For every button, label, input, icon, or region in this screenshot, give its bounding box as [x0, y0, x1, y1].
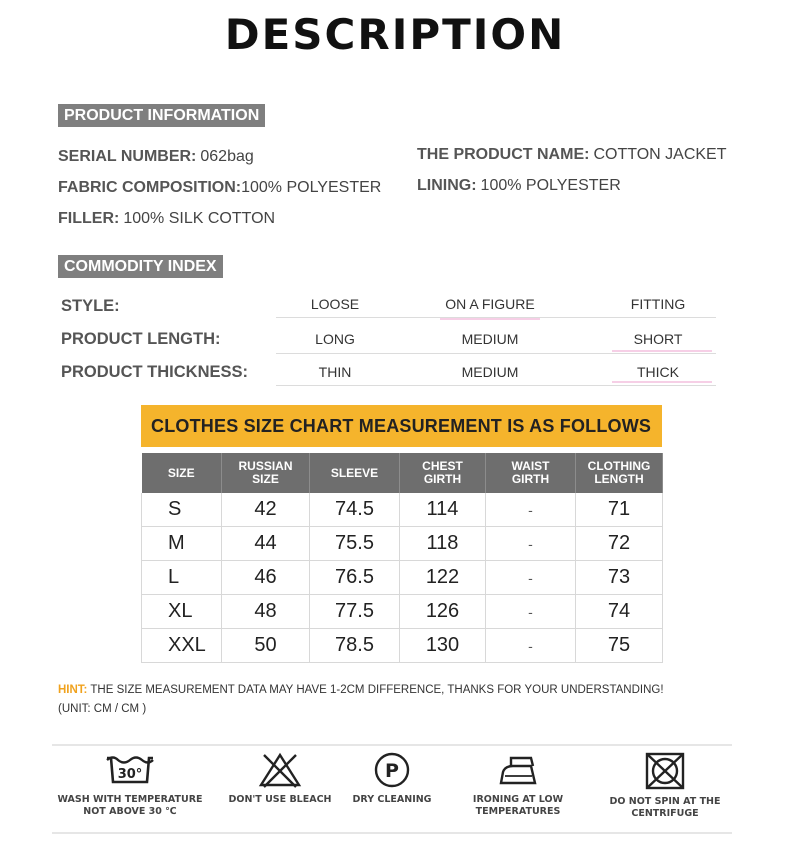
table-cell: S: [142, 493, 222, 527]
no-bleach-icon: [258, 752, 302, 788]
table-row: [142, 561, 663, 595]
size-table: [141, 453, 663, 663]
wash-30-icon: [105, 752, 155, 788]
fabric-composition-value: 100% POLYESTER: [241, 179, 382, 196]
table-cell: -: [486, 629, 576, 663]
length-option-short: SHORT: [633, 331, 683, 347]
table-cell: -: [486, 527, 576, 561]
product-length-label: PRODUCT LENGTH:: [61, 330, 221, 348]
divider: [52, 832, 732, 834]
length-option-long: LONG: [315, 331, 355, 347]
table-cell: 75: [576, 629, 663, 663]
table-cell: 74.5: [310, 493, 400, 527]
filler-label: FILLER:: [58, 210, 120, 227]
thickness-option-thick: THICK: [637, 364, 679, 380]
table-cell: 126: [400, 595, 486, 629]
table-row: [142, 527, 663, 561]
table-cell: 46: [222, 561, 310, 595]
hint-message: THE SIZE MEASUREMENT DATA MAY HAVE 1-2CM DIFFERENCE, THANKS FOR YOUR UNDERSTANDING!: [87, 684, 664, 696]
table-row: [142, 493, 663, 527]
care-label-centrifuge: DO NOT SPIN AT THE CENTRIFUGE: [609, 796, 721, 819]
size-chart: [141, 405, 662, 663]
table-cell: 74: [576, 595, 663, 629]
no-tumble-dry-icon: [643, 752, 687, 790]
filler-row: [58, 210, 275, 228]
table-cell: 114: [400, 493, 486, 527]
table-cell: 50: [222, 629, 310, 663]
size-chart-heading: CLOTHES SIZE CHART MEASUREMENT IS AS FOLLOWS: [141, 405, 662, 447]
style-option-loose: LOOSE: [310, 296, 360, 312]
table-cell: L: [142, 561, 222, 595]
table-cell: 44: [222, 527, 310, 561]
column-header-waist-girth: WAIST GIRTH: [486, 453, 576, 493]
selected-mark: [440, 318, 540, 320]
care-label-ironing: IRONING AT LOW TEMPERATURES: [472, 794, 564, 817]
divider: [52, 744, 732, 746]
lining-value: 100% POLYESTER: [480, 177, 621, 194]
table-cell: 76.5: [310, 561, 400, 595]
table-cell: 77.5: [310, 595, 400, 629]
thickness-option-thin: THIN: [318, 364, 352, 380]
table-cell: 122: [400, 561, 486, 595]
table-cell: -: [486, 493, 576, 527]
divider: [276, 385, 716, 386]
care-item-wash: [55, 752, 205, 818]
selected-mark: [612, 350, 712, 352]
selected-mark: [612, 381, 712, 383]
table-cell: M: [142, 527, 222, 561]
table-cell: 72: [576, 527, 663, 561]
care-item-centrifuge: [590, 752, 740, 820]
serial-number-row: [58, 148, 254, 166]
table-cell: 42: [222, 493, 310, 527]
table-cell: -: [486, 595, 576, 629]
product-name-row: [417, 146, 726, 164]
care-item-ironing: [443, 752, 593, 818]
lining-label: LINING:: [417, 177, 477, 194]
product-information-heading: PRODUCT INFORMATION: [58, 104, 265, 127]
table-row: [142, 595, 663, 629]
divider: [276, 353, 716, 354]
serial-number-value: 062bag: [200, 148, 254, 165]
table-cell: 130: [400, 629, 486, 663]
care-label-dry-clean: DRY CLEANING: [352, 794, 432, 805]
fabric-composition-row: [58, 179, 381, 197]
dry-clean-p-icon: [370, 752, 414, 788]
size-table-header-row: [142, 453, 663, 493]
dry-clean-badge: P: [385, 760, 399, 782]
style-label: STYLE:: [61, 297, 120, 315]
column-header-russian-size: RUSSIAN SIZE: [222, 453, 310, 493]
wash-temperature-badge: 30°: [117, 767, 143, 782]
filler-value: 100% SILK COTTON: [123, 210, 276, 227]
hint-label: HINT:: [58, 684, 88, 696]
table-cell: XXL: [142, 629, 222, 663]
column-header-sleeve: SLEEVE: [310, 453, 400, 493]
commodity-index-heading: COMMODITY INDEX: [58, 255, 223, 278]
table-cell: 71: [576, 493, 663, 527]
unit-note: (UNIT: CM / CM ): [58, 703, 147, 715]
style-option-fitting: FITTING: [630, 296, 686, 312]
table-cell: 73: [576, 561, 663, 595]
hint-text: [58, 684, 664, 696]
table-cell: XL: [142, 595, 222, 629]
product-name-value: COTTON JACKET: [593, 146, 727, 163]
column-header-chest-girth: CHEST GIRTH: [400, 453, 486, 493]
column-header-clothing-length: CLOTHING LENGTH: [576, 453, 663, 493]
table-cell: 78.5: [310, 629, 400, 663]
care-label-bleach: DON'T USE BLEACH: [228, 794, 332, 805]
table-cell: 75.5: [310, 527, 400, 561]
fabric-composition-label: FABRIC COMPOSITION:: [58, 179, 242, 196]
lining-row: [417, 177, 621, 195]
table-cell: 48: [222, 595, 310, 629]
product-name-label: THE PRODUCT NAME:: [417, 146, 590, 163]
table-row: [142, 629, 663, 663]
care-label-wash: WASH WITH TEMPERATURE NOT ABOVE 30 ℃: [57, 794, 203, 817]
page-title: DESCRIPTION: [224, 10, 566, 59]
length-option-medium: MEDIUM: [461, 331, 519, 347]
serial-number-label: SERIAL NUMBER:: [58, 148, 197, 165]
product-thickness-label: PRODUCT THICKNESS:: [61, 363, 249, 381]
table-cell: 118: [400, 527, 486, 561]
thickness-option-medium: MEDIUM: [461, 364, 519, 380]
style-option-on-a-figure: ON A FIGURE: [445, 296, 535, 312]
iron-low-icon: [495, 752, 541, 788]
column-header-size: SIZE: [142, 453, 222, 493]
table-cell: -: [486, 561, 576, 595]
